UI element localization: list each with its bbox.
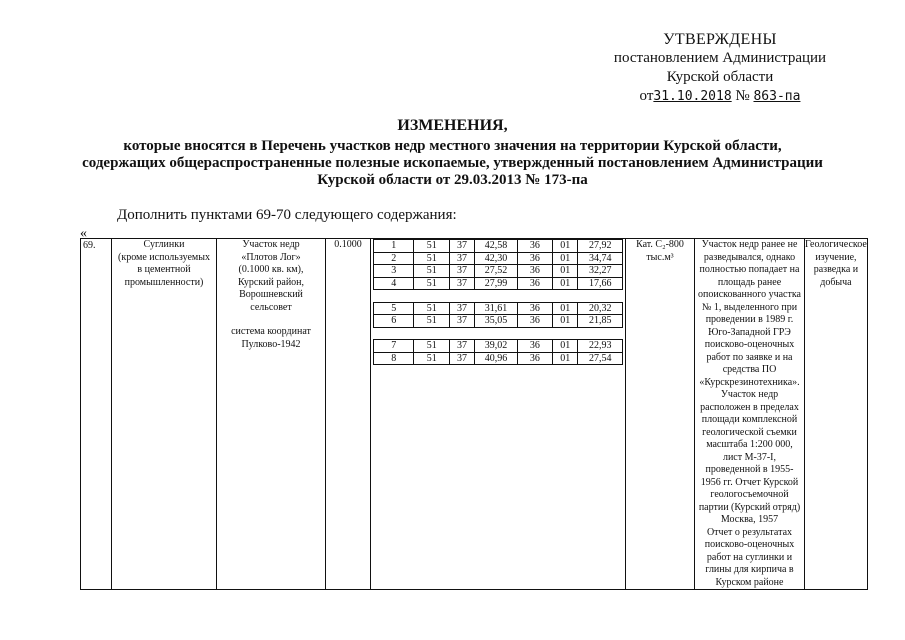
approval-line-2: Курской области [666,69,774,85]
coordinate-cell: 21,85 [578,315,623,328]
coordinate-cell: 01 [553,240,578,253]
coordinate-cell: 01 [553,265,578,278]
coordinate-cell: 51 [414,340,449,353]
coordinate-cell: 51 [414,252,449,265]
info-line: расположен в пределах [700,401,799,413]
coordinate-row [374,302,623,315]
info-line: масштаба 1:200 000, [706,439,793,450]
coordinate-cell: 51 [414,352,449,365]
purpose-cell [805,239,868,590]
coordinate-cell: 37 [449,277,474,290]
coordinate-cell: 36 [517,265,552,278]
info-line: поисково-оценочных [704,539,795,550]
coordinate-row [374,240,623,253]
coordinate-cell: 39,02 [475,340,518,353]
coordinate-cell: 36 [517,240,552,253]
info-line: геологосъемочной [710,489,789,500]
info-line: Курском районе [715,576,784,588]
coordinate-cell: 27,99 [475,277,518,290]
coordinate-cell: 20,32 [578,302,623,315]
coordinate-cell: 01 [553,352,578,365]
mineral-line: Суглинки [143,239,185,250]
opening-quote: « [80,226,87,241]
coordinate-cell: 01 [553,277,578,290]
info-line: № 1, выделенного при [701,301,798,313]
coordinate-cell: 17,66 [578,277,623,290]
approval-date-line [600,87,840,106]
info-cell [695,239,805,590]
area-cell: 0.1000 [326,239,371,590]
row-number: 69. [81,239,112,590]
info-line: средства ПО [722,364,777,375]
approval-number: 863-па [753,89,801,104]
info-line: площадь ранее [717,276,782,288]
coord-gap [374,327,623,340]
coordinate-cell: 36 [517,252,552,265]
coord-gap-cell [374,327,623,340]
coordinate-cell: 01 [553,252,578,265]
coordinate-cell: 27,54 [578,352,623,365]
title-line-3: Курской области от 29.03.2013 № 173-па [317,172,588,188]
purpose-line: изучение, [815,251,857,263]
coordinate-cell: 3 [374,265,414,278]
coordinate-cell: 31,61 [475,302,518,315]
resources-category: Кат. С₂-800 [636,239,684,250]
coordinate-cell: 37 [449,315,474,328]
coordinate-row [374,315,623,328]
coordinate-cell: 51 [414,302,449,315]
mineral-line: в цементной [137,264,191,275]
purpose-line: добыча [820,276,852,288]
coordinate-cell: 42,58 [475,240,518,253]
approval-line-1: постановлением Администрации [613,50,827,66]
coordinate-cell: 37 [449,302,474,315]
coordinate-cell: 36 [517,352,552,365]
coord-gap-cell [374,290,623,303]
coordinate-cell: 2 [374,252,414,265]
coordinate-cell: 27,92 [578,240,623,253]
approval-date: 31.10.2018 [653,89,732,104]
coordinate-cell: 36 [517,340,552,353]
info-line: Юго-Западной ГРЭ [708,326,791,338]
mineral-line: промышленности) [124,276,204,288]
purpose-line: разведка и [813,264,859,275]
info-line: геологической съемки [702,426,797,438]
subsoil-table [80,238,868,590]
title-line-1: которые вносятся в Перечень участков недр местного значения на территории Курской области, [123,138,782,154]
resources-unit: тыс.м³ [646,251,674,263]
number-prefix: № [735,88,750,104]
info-line: Отчет о результатах [706,526,793,538]
coordinate-cell: 37 [449,340,474,353]
approval-heading: УТВЕРЖДЕНЫ [663,31,777,48]
info-line: Участок недр ранее не [701,239,798,250]
table-row [81,239,868,590]
coordinate-row [374,252,623,265]
document-title: ИЗМЕНЕНИЯ, [397,117,508,134]
coordinate-cell: 51 [414,315,449,328]
coordinate-cell: 34,74 [578,252,623,265]
coord-gap [374,290,623,303]
site-line: «Плотов Лог» [241,251,301,263]
coordinate-cell: 1 [374,240,414,253]
info-line: партии (Курский отряд) [698,501,801,513]
coordinate-cell: 37 [449,252,474,265]
intro-text: Дополнить пунктами 69-70 следующего содержания: [117,207,457,223]
coordinate-cell: 01 [553,340,578,353]
coordinate-cell: 35,05 [475,315,518,328]
info-line: 1956 гг. Отчет Курской [700,476,799,488]
site-line: Участок недр [242,239,300,250]
coordinate-cell: 37 [449,240,474,253]
info-line: разведывался, однако [703,251,796,263]
info-line: поисково-оценочных [704,339,795,350]
coordinate-cell: 32,27 [578,265,623,278]
resources-cell [626,239,695,590]
coordinate-cell: 37 [449,265,474,278]
date-prefix: от [639,88,654,104]
coordinate-cell: 7 [374,340,414,353]
title-line-2: содержащих общераспространенные полезные ископаемые, утвержденный постановлением Администрации [82,155,823,171]
info-line: глины для кирпича в [705,564,794,575]
coordinate-cell: 40,96 [475,352,518,365]
coordinate-cell: 36 [517,315,552,328]
coordinate-cell: 42,30 [475,252,518,265]
info-line: «Курскрезинотехника». [699,376,800,388]
coordinate-cell: 4 [374,277,414,290]
coordinate-row [374,340,623,353]
coordinate-cell: 5 [374,302,414,315]
site-line: система координат [231,326,311,337]
mineral-cell [112,239,217,590]
info-line: опоискованного участка [698,289,801,300]
coordinate-row [374,277,623,290]
coordinate-row [374,352,623,365]
coordinate-cell: 22,93 [578,340,623,353]
approval-block [600,30,840,106]
coordinate-cell: 8 [374,352,414,365]
site-line: Ворошневский [239,289,303,300]
info-line: Москва, 1957 [720,514,779,525]
info-line: площади комплексной [701,414,798,425]
coordinate-cell: 01 [553,302,578,315]
coordinate-row [374,265,623,278]
coordinate-cell: 37 [449,352,474,365]
info-line: проведении в 1989 г. [705,314,794,325]
info-line: работ по заявке и на [706,351,793,363]
info-line: полностью попадает на [699,264,800,275]
coordinate-cell: 27,52 [475,265,518,278]
info-line: лист М-37-I, [722,451,777,463]
coordinate-cell: 36 [517,302,552,315]
site-line: сельсовет [250,301,292,313]
coordinate-cell: 51 [414,240,449,253]
site-line: Курский район, [237,276,305,288]
site-spacer [217,314,325,326]
coordinate-cell: 51 [414,265,449,278]
coordinate-cell: 6 [374,315,414,328]
coordinate-cell: 01 [553,315,578,328]
info-line: Участок недр [720,389,779,400]
coordinates-table [373,239,623,365]
coordinates-cell [371,239,626,590]
coordinate-cell: 51 [414,277,449,290]
mineral-line: (кроме используемых [118,251,210,263]
coordinate-cell: 36 [517,277,552,290]
site-line: Пулково-1942 [241,338,301,350]
site-cell [217,239,326,590]
purpose-line: Геологическое [805,239,867,250]
site-line: (0.1000 кв. км), [238,264,304,275]
info-line: работ на суглинки и [706,551,793,563]
info-line: проведенной в 1955- [705,464,794,475]
